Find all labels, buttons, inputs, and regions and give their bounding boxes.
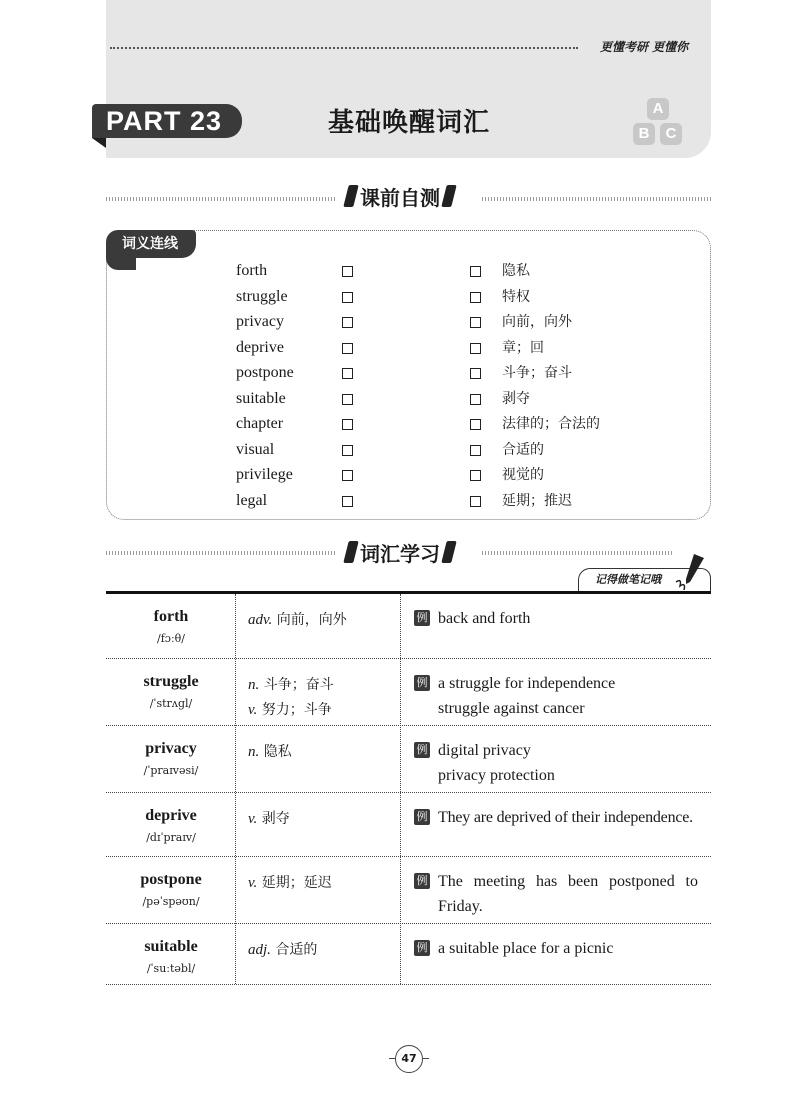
section-rule-right <box>482 551 672 555</box>
part-of-speech: n. <box>248 677 260 693</box>
table-row <box>106 726 711 793</box>
example-text: privacy protection <box>438 767 555 784</box>
definition-text: 斗争；奋斗 <box>263 677 334 693</box>
entry-example <box>438 936 698 961</box>
example-text: struggle against cancer <box>438 700 585 717</box>
abc-letter-c-icon: C <box>660 123 682 145</box>
match-definition: 特权 <box>502 289 530 305</box>
example-text: They are deprived of their independence. <box>438 809 693 826</box>
notes-reminder-tag: 记得做笔记哦 <box>578 568 711 592</box>
match-checkbox[interactable] <box>342 394 353 405</box>
section-title-text: 词汇学习 <box>360 541 440 566</box>
match-definition: 合适的 <box>502 442 544 458</box>
match-definition: 斗争；奋斗 <box>502 365 572 381</box>
entry-phonetic: /ˈstrʌgl/ <box>149 697 193 710</box>
table-row <box>106 793 711 857</box>
entry-definition <box>248 740 292 765</box>
vocabulary-table <box>106 591 711 985</box>
match-definition: 法律的；合法的 <box>502 416 600 432</box>
match-word: chapter <box>236 415 284 432</box>
example-marker-icon: 例 <box>414 610 430 626</box>
part-badge-fold <box>92 138 106 148</box>
entry-definition <box>248 871 332 896</box>
example-text: a suitable place for a picnic <box>438 940 614 957</box>
match-checkbox[interactable] <box>470 292 481 303</box>
match-checkbox[interactable] <box>470 317 481 328</box>
match-checkbox[interactable] <box>470 343 481 354</box>
match-checkbox[interactable] <box>470 394 481 405</box>
part-of-speech: n. <box>248 744 260 760</box>
example-text: digital privacy <box>438 742 531 759</box>
section-rule-right <box>482 197 711 201</box>
match-checkbox[interactable] <box>470 368 481 379</box>
match-checkbox[interactable] <box>470 419 481 430</box>
match-checkbox[interactable] <box>342 343 353 354</box>
slash-mark-icon <box>343 541 358 563</box>
part-of-speech: v. <box>248 875 258 891</box>
section-rule-left <box>106 197 336 201</box>
table-row <box>106 659 711 726</box>
abc-letter-b-icon: B <box>633 123 655 145</box>
definition-text: 隐私 <box>263 744 292 760</box>
example-marker-icon: 例 <box>414 809 430 825</box>
match-checkbox[interactable] <box>470 445 481 456</box>
definition-text: 合适的 <box>275 942 318 958</box>
match-word: legal <box>236 492 268 509</box>
header-dotted-rule <box>110 47 578 49</box>
matching-tab-label: 词义连线 <box>106 230 196 258</box>
match-definition: 延期；推迟 <box>502 493 572 509</box>
definition-text: 向前，向外 <box>276 612 347 628</box>
example-marker-icon: 例 <box>414 742 430 758</box>
match-checkbox[interactable] <box>342 266 353 277</box>
entry-word: forth <box>153 608 189 625</box>
match-word: struggle <box>236 288 288 305</box>
part-of-speech: adv. <box>248 612 273 628</box>
page-number: 47 <box>395 1045 423 1073</box>
part-of-speech: v. <box>248 811 258 827</box>
part-of-speech: v. <box>248 702 258 718</box>
match-checkbox[interactable] <box>342 317 353 328</box>
section-heading-pretest <box>346 182 454 210</box>
match-checkbox[interactable] <box>470 496 481 507</box>
entry-word: deprive <box>145 807 197 824</box>
match-definition: 剥夺 <box>502 391 530 407</box>
table-row <box>106 594 711 659</box>
match-word: forth <box>236 262 268 279</box>
entry-word: struggle <box>143 673 199 690</box>
page-number-ornament <box>423 1058 429 1059</box>
entry-phonetic: /pəˈspəʊn/ <box>142 895 200 908</box>
part-of-speech: adj. <box>248 942 271 958</box>
example-text: back and forth <box>438 610 531 627</box>
entry-phonetic: /dɪˈpraɪv/ <box>146 831 196 844</box>
matching-exercise-box <box>106 230 711 520</box>
entry-definition <box>248 673 334 723</box>
match-definition: 隐私 <box>502 263 530 279</box>
definition-text: 剥夺 <box>261 811 290 827</box>
entry-definition <box>248 938 317 963</box>
match-checkbox[interactable] <box>342 292 353 303</box>
slash-mark-icon <box>441 185 456 207</box>
entry-example <box>438 738 698 788</box>
match-definition: 视觉的 <box>502 467 544 483</box>
definition-text: 延期；延迟 <box>261 875 332 891</box>
entry-phonetic: /fɔːθ/ <box>157 632 185 645</box>
entry-phonetic: /ˈpraɪvəsi/ <box>143 764 199 777</box>
match-checkbox[interactable] <box>342 496 353 507</box>
slash-mark-icon <box>441 541 456 563</box>
abc-letter-a-icon: A <box>647 98 669 120</box>
example-marker-icon: 例 <box>414 675 430 691</box>
entry-example <box>438 606 698 631</box>
entry-example <box>438 869 698 919</box>
match-word: privacy <box>236 313 284 330</box>
match-word: privilege <box>236 466 293 483</box>
match-word: visual <box>236 441 275 458</box>
example-marker-icon: 例 <box>414 940 430 956</box>
header-slogan: 更懂考研 更懂你 <box>600 40 689 54</box>
page-title: 基础唤醒词汇 <box>328 108 491 138</box>
match-checkbox[interactable] <box>470 266 481 277</box>
match-word: postpone <box>236 364 294 381</box>
section-heading-study <box>346 538 454 566</box>
pen-icon <box>672 552 706 592</box>
match-checkbox[interactable] <box>342 419 353 430</box>
entry-word: privacy <box>145 740 197 757</box>
match-word: suitable <box>236 390 286 407</box>
table-row <box>106 924 711 986</box>
entry-definition <box>248 807 290 832</box>
definition-text: 努力；斗争 <box>261 702 332 718</box>
match-definition: 向前，向外 <box>502 314 572 330</box>
entry-example <box>438 671 698 721</box>
match-checkbox[interactable] <box>470 470 481 481</box>
match-checkbox[interactable] <box>342 470 353 481</box>
entry-example <box>438 805 698 830</box>
example-text: The meeting has been postponed to Friday. <box>438 873 698 915</box>
section-rule-left <box>106 551 336 555</box>
match-word: deprive <box>236 339 284 356</box>
entry-word: postpone <box>140 871 202 888</box>
section-title-text: 课前自测 <box>360 185 440 210</box>
part-badge: PART 23 <box>92 104 242 138</box>
match-definition: 章；回 <box>502 340 544 356</box>
slash-mark-icon <box>343 185 358 207</box>
match-checkbox[interactable] <box>342 445 353 456</box>
entry-definition <box>248 608 347 633</box>
entry-phonetic: /ˈsuːtəbl/ <box>146 962 196 975</box>
table-row <box>106 857 711 924</box>
example-marker-icon: 例 <box>414 873 430 889</box>
match-checkbox[interactable] <box>342 368 353 379</box>
example-text: a struggle for independence <box>438 675 616 692</box>
entry-word: suitable <box>144 938 198 955</box>
